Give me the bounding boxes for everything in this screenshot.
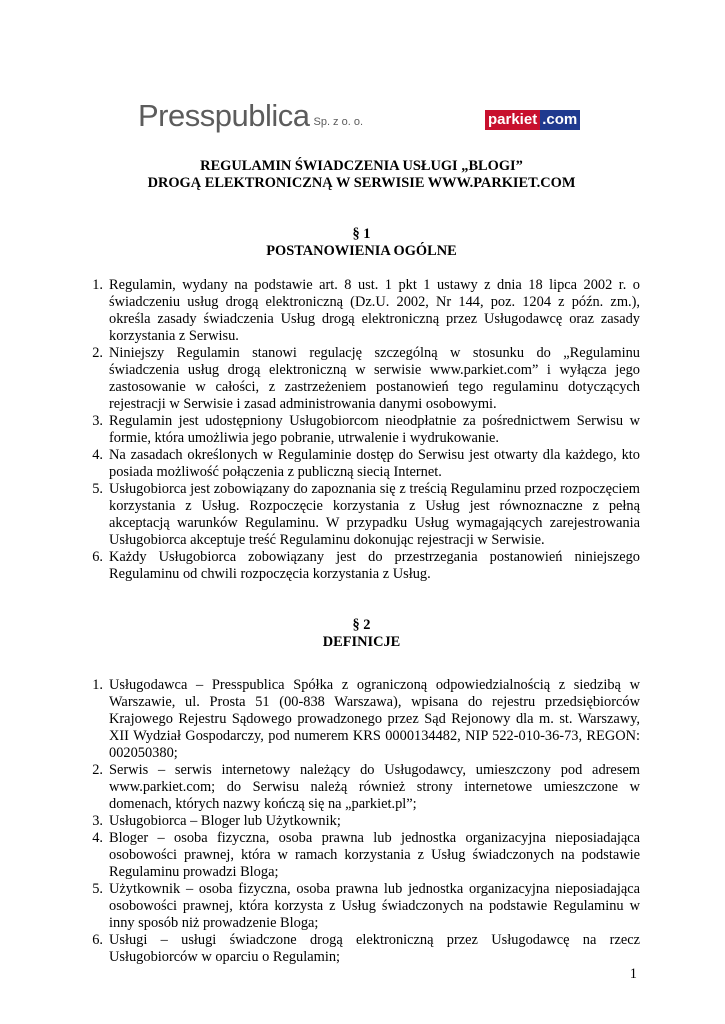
list-item: 5. Usługobiorca jest zobowiązany do zapoznania się z treścią Regulaminu przed rozpoczęciem korzystania z Usług. Rozpoczęcie korzystania z Usług jest równoznaczne z pełną akceptacją warunków Regulaminu. W przypadku Usług wymagających zarejestrowania Usługobiorca akceptuje treść Regulaminu dokonując rejestracji w Serwisie.: [92, 481, 640, 548]
list-item: 6. Każdy Usługobiorca zobowiązany jest do przestrzegania postanowień niniejszego Regulaminu od chwili rozpoczęcia korzystania z Usług.: [92, 549, 640, 582]
list-item: 3. Regulamin jest udostępniony Usługobiorcom nieodpłatnie za pośrednictwem Serwisu w formie, która umożliwia jego pobranie, utrwalenie i wydrukowanie.: [92, 413, 640, 446]
page-number: 1: [629, 966, 637, 982]
list-item: 5. Użytkownik – osoba fizyczna, osoba prawna lub jednostka organizacyjna nieposiadająca osobowości prawnej, która korzysta z Usług świadczonych na podstawie Regulaminu w inny sposób niż prowadzenie Bloga;: [92, 881, 640, 931]
list-item: 4. Na zasadach określonych w Regulaminie dostęp do Serwisu jest otwarty dla każdego, kto posiada możliwość połączenia z publiczną siecią Internet.: [92, 447, 640, 480]
logo-text: Presspublica: [138, 98, 310, 133]
presspublica-logo: [138, 98, 363, 134]
parkiet-logo: [485, 110, 580, 130]
list-item: 1. Regulamin, wydany na podstawie art. 8 ust. 1 pkt 1 ustawy z dnia 18 lipca 2002 r. o świadczeniu usług drogą elektroniczną (Dz.U. 2002, Nr 144, poz. 1204 z późn. zm.), określa zasady świadczenia Usług drogą elektroniczną przez Usługodawcę oraz zasady korzystania z Serwisu.: [92, 277, 640, 344]
document-body: [83, 158, 640, 966]
parkiet-logo-domain: .com: [540, 110, 580, 130]
section-2-number: § 2: [352, 617, 371, 633]
list-item: 2. Serwis – serwis internetowy należący do Usługodawcy, umieszczony pod adresem www.parkiet.com; do Serwisu należą również strony internetowe umieszczone w domenach, których nazwy kończą się na „parkiet.pl”;: [92, 762, 640, 812]
list-item: 3. Usługobiorca – Bloger lub Użytkownik;: [92, 813, 341, 829]
list-item: 1. Usługodawca – Presspublica Spółka z ograniczoną odpowiedzialnością z siedzibą w Warszawie, ul. Prosta 51 (00-838 Warszawa), wpisana do rejestru przedsiębiorców Krajowego Rejestru Sądowego prowadzonego przez Sąd Rejonowy dla m. st. Warszawy, XII Wydział Gospodarczy, pod numerem KRS 0000134482, NIP 522-010-36-73, REGON: 002050380;: [92, 677, 640, 761]
parkiet-logo-name: parkiet: [485, 110, 540, 130]
section-1-list: [83, 277, 640, 583]
section-2-list: [83, 677, 640, 966]
section-1-heading: POSTANOWIENIA OGÓLNE: [266, 243, 457, 259]
section-1-number: § 1: [352, 226, 371, 242]
list-item: 4. Bloger – osoba fizyczna, osoba prawna lub jednostka organizacyjna nieposiadająca osobowości prawnej, która w ramach korzystania z Usług świadczonych na podstawie Regulaminu prowadzi Bloga;: [92, 830, 640, 880]
section-2-heading: DEFINICJE: [322, 634, 401, 650]
logo-suffix: Sp. z o. o.: [313, 116, 364, 128]
list-item: 2. Niniejszy Regulamin stanowi regulację szczególną w stosunku do „Regulaminu świadczenia usług drogą elektroniczną w serwisie www.parkiet.com” i wyłącza jego zastosowanie w całości, z zastrzeżeniem postanowień tego regulaminu dotyczących rejestracji w Serwisie i zasad administrowania danymi osobowymi.: [92, 345, 640, 412]
list-item: 6. Usługi – usługi świadczone drogą elektroniczną przez Usługodawcę na rzecz Usługobiorców w oparciu o Regulamin;: [92, 932, 640, 965]
document-title-line-1: REGULAMIN ŚWIADCZENIA USŁUGI „BLOGI”: [200, 158, 523, 174]
document-title-line-2: DROGĄ ELEKTRONICZNĄ W SERWISIE WWW.PARKIET.COM: [147, 175, 576, 191]
